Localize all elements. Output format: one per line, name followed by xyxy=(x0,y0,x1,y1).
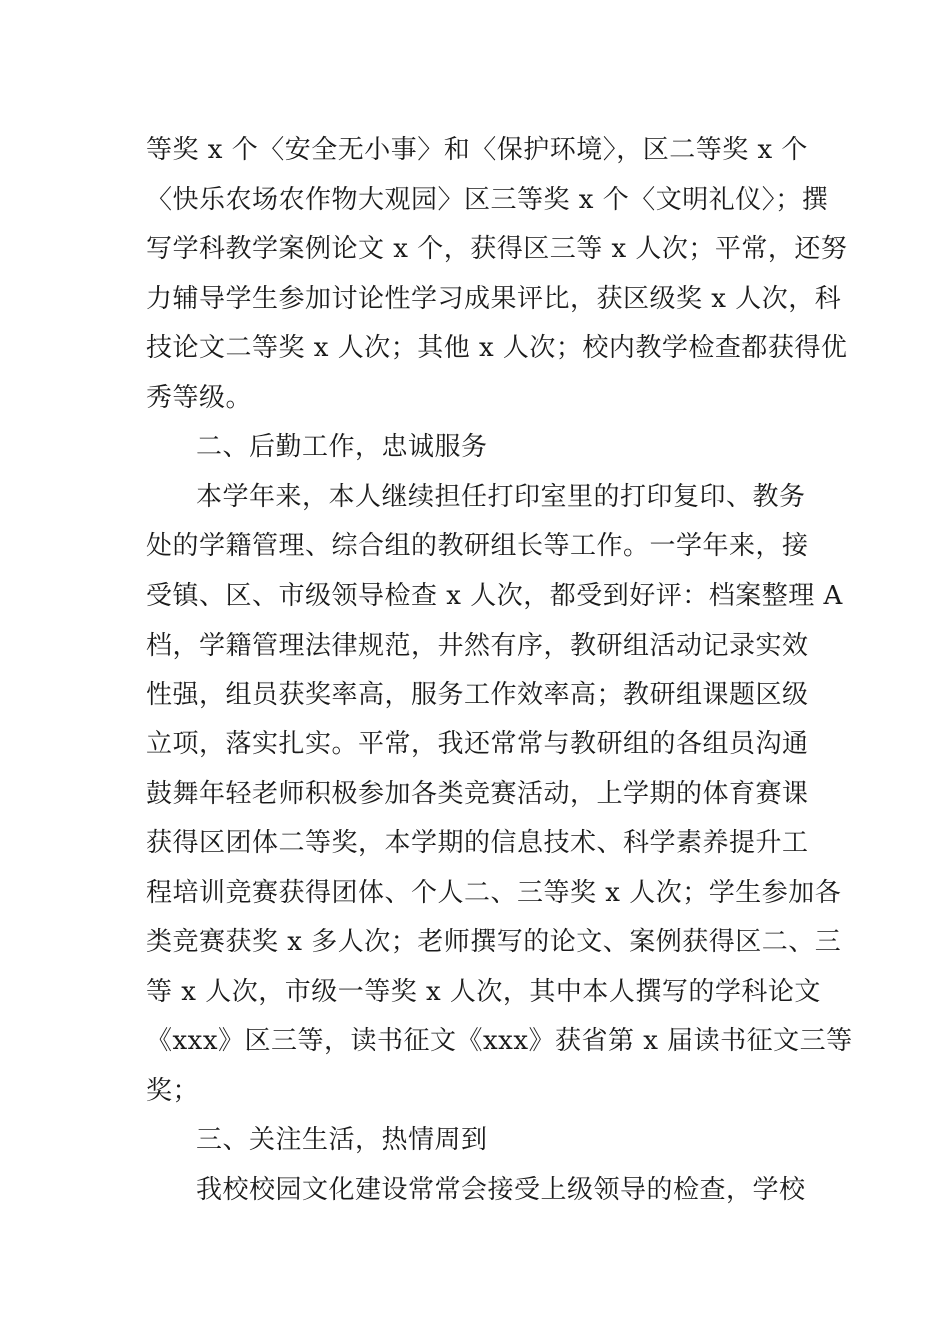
text-line: 《xxx》区三等，读书征文《xxx》获省第 x 届读书征文三等 xyxy=(146,1026,853,1056)
text-line: 程培训竞赛获得团体、个人二、三等奖 x 人次；学生参加各 xyxy=(146,878,842,908)
section-heading: 二、后勤工作，忠诚服务 xyxy=(196,432,488,462)
text-line: 奖； xyxy=(146,1076,200,1106)
text-line: 技论文二等奖 x 人次；其他 x 人次；校内教学检查都获得优 xyxy=(146,333,848,363)
text-line: 立项，落实扎实。平常，我还常常与教研组的各组员沟通 xyxy=(146,729,809,759)
text-line: 等奖 x 个〈安全无小事〉和〈保护环境〉，区二等奖 x 个 xyxy=(146,135,808,165)
text-line: 处的学籍管理、综合组的教研组长等工作。一学年来，接 xyxy=(146,531,809,561)
text-line: 档，学籍管理法律规范，井然有序，教研组活动记录实效 xyxy=(146,631,809,661)
text-line: 写学科教学案例论文 x 个，获得区三等 x 人次；平常，还努 xyxy=(146,234,848,264)
text-line: 〈快乐农场农作物大观园〉区三等奖 x 个〈文明礼仪〉；撰 xyxy=(146,185,829,215)
text-line: 类竞赛获奖 x 多人次；老师撰写的论文、案例获得区二、三 xyxy=(146,927,842,957)
paragraph-first-line: 本学年来，本人继续担任打印室里的打印复印、教务 xyxy=(196,482,806,512)
text-line: 受镇、区、市级领导检查 x 人次，都受到好评：档案整理 A xyxy=(146,581,843,611)
text-line: 鼓舞年轻老师积极参加各类竞赛活动，上学期的体育赛课 xyxy=(146,779,809,809)
text-line: 力辅导学生参加讨论性学习成果评比，获区级奖 x 人次，科 xyxy=(146,284,842,314)
text-line: 性强，组员获奖率高，服务工作效率高；教研组课题区级 xyxy=(146,680,809,710)
paragraph-first-line: 我校校园文化建设常常会接受上级领导的检查，学校 xyxy=(196,1175,806,1205)
text-line: 秀等级。 xyxy=(146,383,253,413)
text-line: 等 x 人次，市级一等奖 x 人次，其中本人撰写的学科论文 xyxy=(146,977,821,1007)
section-heading: 三、关注生活，热情周到 xyxy=(196,1125,488,1155)
text-line: 获得区团体二等奖，本学期的信息技术、科学素养提升工 xyxy=(146,828,809,858)
